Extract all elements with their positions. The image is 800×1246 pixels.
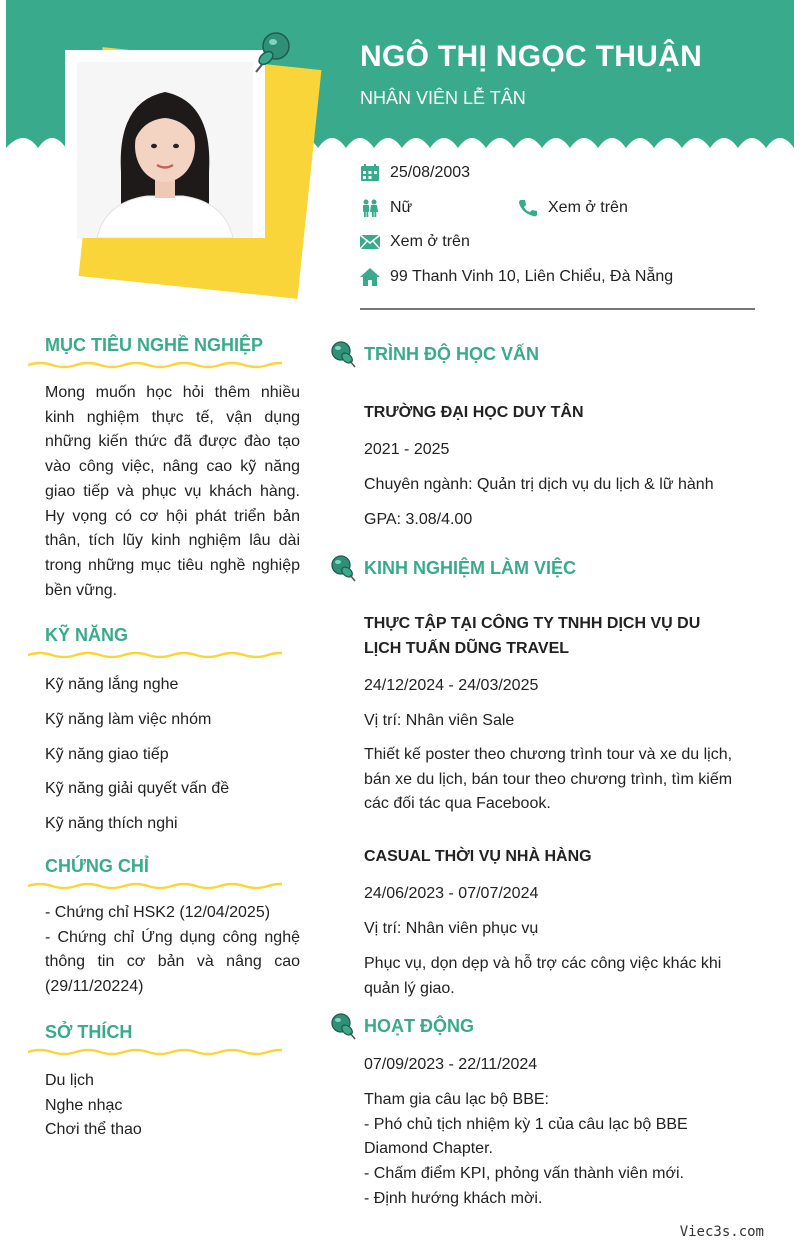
gender-icon (360, 199, 380, 217)
activity-line: - Định hướng khách mời. (364, 1189, 543, 1207)
activities-title: HOẠT ĐỘNG (364, 1015, 474, 1036)
pushpin-icon (330, 1012, 356, 1040)
job-position: Vị trí: Nhân viên Sale (364, 712, 515, 729)
phone-icon (518, 199, 538, 217)
experience-title: KINH NGHIỆM LÀM VIỆC (364, 557, 577, 578)
contact-gender: Nữ (360, 199, 412, 217)
pushpin-icon (330, 340, 356, 368)
activity-line: - Phó chủ tịch nhiệm kỳ 1 của câu lạc bộ BBE Diamond Chapter. (364, 1115, 688, 1158)
wave-divider (28, 1047, 282, 1057)
footer-brand: Viec3s.com (679, 1224, 764, 1240)
photo-frame (65, 50, 265, 238)
job-position: Vị trí: Nhân viên phục vụ (364, 920, 539, 937)
objective-title: MỤC TIÊU NGHỀ NGHIỆP (45, 335, 264, 355)
education-heading (330, 340, 539, 368)
contact-phone: Xem ở trên (518, 199, 628, 217)
skill-item: Kỹ năng làm việc nhóm (45, 710, 212, 728)
skills-section (28, 625, 300, 842)
education-school: TRƯỜNG ĐẠI HỌC DUY TÂN (364, 404, 584, 421)
hobby-item: Nghe nhạc (45, 1096, 123, 1114)
home-icon (360, 268, 380, 286)
hobby-item: Chơi thể thao (45, 1121, 142, 1139)
hobbies-title: SỞ THÍCH (45, 1022, 133, 1042)
activities-period: 07/09/2023 - 22/11/2024 (364, 1056, 538, 1073)
wave-divider (28, 650, 282, 660)
wave-divider (28, 881, 282, 891)
certificates-text: - Chứng chỉ HSK2 (12/04/2025) - Chứng chỉ Ứng dụng công nghệ thông tin cơ bản và nâng cao (29/11/20224) (45, 904, 300, 996)
job-period: 24/12/2024 - 24/03/2025 (364, 677, 539, 694)
hobbies-section (28, 1022, 300, 1143)
education-major: Chuyên ngành: Quản trị dịch vụ du lịch & lữ hành (364, 476, 714, 493)
job-period: 24/06/2023 - 07/07/2024 (364, 885, 539, 902)
activity-line: Tham gia câu lạc bộ BBE: (364, 1091, 549, 1108)
wave-divider (28, 360, 282, 370)
contact-email: Xem ở trên (360, 233, 470, 251)
job-description: Thiết kế poster theo chương trình tour và xe du lịch, bán xe du lịch, bán tour theo chương trình, tìm kiếm các đối tác qua Facebook. (364, 746, 733, 813)
skill-item: Kỹ năng giải quyết vấn đề (45, 780, 230, 798)
job-company: THỰC TẬP TẠI CÔNG TY TNHH DỊCH VỤ DU LỊCH TUẤN DŨNG TRAVEL (364, 615, 701, 657)
objective-text: Mong muốn học hỏi thêm nhiều kinh nghiệm thực tế, vận dụng những kiến thức đã được đào tạo vào công việc, nâng cao kỹ năng giao tiếp và phục vụ khách hàng. Hy vọng có cơ hội phát triển bản thân, tích lũy kinh nghiệm lâu dài trong những mục tiêu nghề nghiệp bền vững. (45, 384, 300, 599)
skill-item: Kỹ năng thích nghi (45, 815, 178, 833)
candidate-role: NHÂN VIÊN LỄ TÂN (360, 88, 526, 108)
photo-area (40, 28, 290, 278)
job-description: Phục vụ, dọn dẹp và hỗ trợ các công việc khác khi quản lý giao. (364, 955, 722, 997)
skills-title: KỸ NĂNG (45, 625, 129, 645)
education-gpa: GPA: 3.08/4.00 (364, 511, 473, 528)
experience-heading (330, 554, 576, 582)
pushpin-icon (330, 554, 356, 582)
certificates-section (28, 856, 300, 1000)
skill-item: Kỹ năng giao tiếp (45, 745, 169, 763)
job-company: CASUAL THỜI VỤ NHÀ HÀNG (364, 848, 592, 865)
avatar (77, 62, 253, 238)
activities-heading (330, 1012, 474, 1040)
objective-section (28, 335, 300, 603)
certificates-title: CHỨNG CHỈ (45, 856, 149, 876)
email-icon (360, 233, 380, 251)
skill-item: Kỹ năng lắng nghe (45, 676, 179, 693)
contact-address: 99 Thanh Vinh 10, Liên Chiểu, Đà Nẵng (360, 268, 673, 286)
candidate-name: NGÔ THỊ NGỌC THUẬN (360, 40, 703, 73)
pushpin-icon (252, 28, 292, 74)
contact-dob: 25/08/2003 (360, 164, 470, 182)
activity-line: - Chấm điểm KPI, phỏng vấn thành viên mới. (364, 1165, 684, 1183)
calendar-icon (360, 164, 380, 182)
education-title: TRÌNH ĐỘ HỌC VẤN (364, 343, 539, 364)
hobby-item: Du lịch (45, 1072, 94, 1089)
contact-divider (360, 308, 755, 310)
education-period: 2021 - 2025 (364, 441, 450, 458)
activities-list (364, 1088, 734, 1212)
